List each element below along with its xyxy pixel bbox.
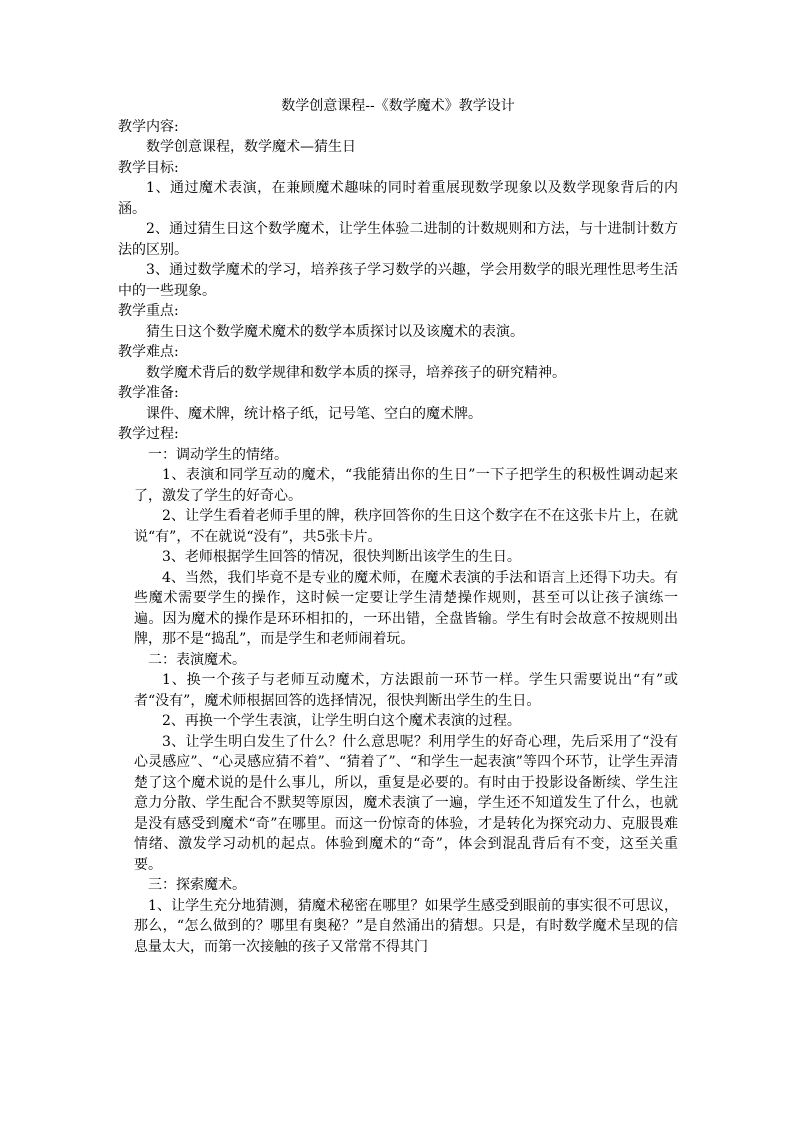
key-points-heading: 教学重点: (118, 303, 179, 319)
process-section-title: 一：调动学生的情绪。 (148, 446, 288, 463)
process-item: 2、再换一个学生表演，让学生明白这个魔术表演的过程。 (162, 713, 521, 729)
preparation-heading: 教学准备: (118, 385, 179, 401)
difficulties-heading: 教学难点: (118, 344, 179, 360)
process-item: 2、让学生看着老师手里的牌，秩序回答你的生日这个数字在不在这张卡片上，在就说“有”，不在就说“没有”，共5张卡片。 (134, 508, 678, 545)
content-heading: 教学内容: (118, 118, 179, 135)
process-item: 3、老师根据学生回答的情况，很快判断出该学生的生日。 (162, 549, 521, 565)
objective-item: 1、通过魔术表演，在兼顾魔术趣味的同时着重展现数学现象以及数学现象背后的内涵。 (118, 180, 678, 217)
process-item: 1、让学生充分地猜测，猜魔术秘密在哪里？如果学生感受到眼前的事实很不可思议，那么，“怎么做到的？哪里有奥秘？”是自然涌出的猜想。只是，有时数学魔术呈现的信息量太大，而第一次接触的孩子又常常不得其门 (134, 897, 678, 955)
process-section-title: 三：探索魔术。 (148, 877, 246, 893)
process-item: 1、表演和同学互动的魔术，“我能猜出你的生日”一下子把学生的积极性调动起来了，激发了学生的好奇心。 (134, 467, 678, 504)
objectives-heading: 教学目标: (118, 159, 179, 176)
document-title: 数学创意课程--《数学魔术》教学设计 (281, 98, 515, 114)
process-item: 4、当然，我们毕竟不是专业的魔术师，在魔术表演的手法和语言上还得下功夫。有些魔术需要学生的操作，这时候一定要让学生清楚操作规则，甚至可以让孩子演练一遍。因为魔术的操作是环环相扣的，一环出错，全盘皆输。学生有时会故意不按规则出牌，那不是“捣乱”，而是学生和老师闹着玩。 (134, 569, 678, 647)
preparation-text: 课件、魔术牌，统计格子纸，记号笔、空白的魔术牌。 (146, 405, 482, 422)
content-text: 数学创意课程，数学魔术—猜生日 (146, 139, 356, 155)
objective-item: 2、通过猜生日这个数学魔术，让学生体验二进制的计数规则和方法，与十进制计数方法的区别。 (118, 221, 678, 258)
difficulties-text: 数学魔术背后的数学规律和数学本质的探寻，培养孩子的研究精神。 (146, 364, 566, 381)
key-points-text: 猜生日这个数学魔术魔术的数学本质探讨以及该魔术的表演。 (146, 323, 524, 340)
process-item: 3、让学生明白发生了什么？什么意思呢？利用学生的好奇心理，先后采用了“没有心灵感应”、“心灵感应猜不着”、“猜着了”、“和学生一起表演”等四个环节，让学生弄清楚了这个魔术说的是什么事儿，所以，重复是必要的。有时由于投影设备断续、学生注意力分散、学生配合不默契等原因，魔术表演了一遍，学生还不知道发生了什么，也就是没有感受到魔术“奇”在哪里。而这一份惊奇的体验，才是转化为探究动力、克服畏难情绪、激发学习动机的起点。体验到魔术的“奇”，体会到混乱背后有不变，这至关重要。 (134, 733, 678, 873)
objective-item: 3、通过数学魔术的学习，培养孩子学习数学的兴趣，学会用数学的眼光理性思考生活中的一些现象。 (118, 262, 678, 299)
process-section-title: 二：表演魔术。 (148, 651, 246, 668)
process-item: 1、换一个孩子与老师互动魔术，方法跟前一环节一样。学生只需要说出“有”或者“没有”，魔术师根据回答的选择情况，很快判断出学生的生日。 (134, 672, 678, 709)
process-heading: 教学过程: (118, 426, 179, 442)
document-body (118, 96, 678, 957)
